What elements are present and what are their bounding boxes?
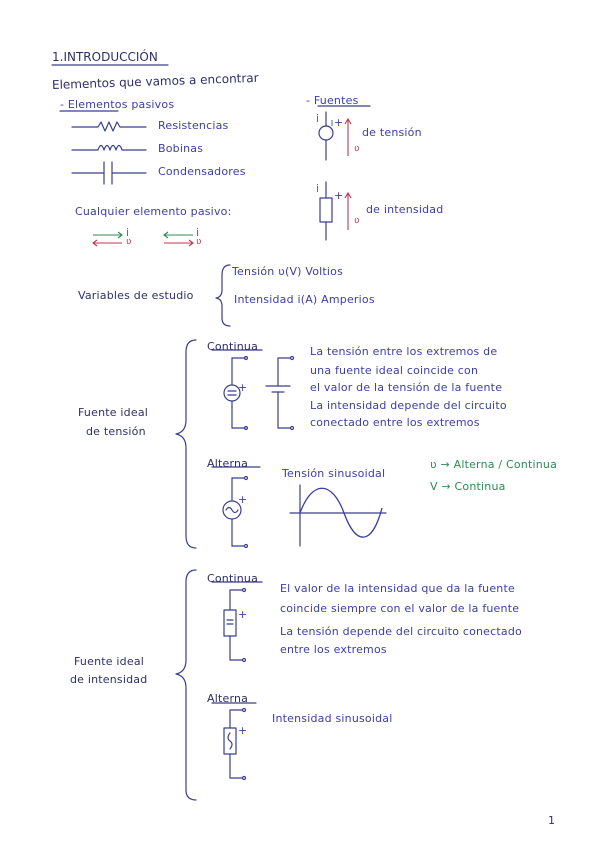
intensidad-continua-text-4: entre los extremos: [280, 643, 387, 656]
ac-current-source-icon: [212, 703, 256, 780]
tension-continua-plus: +: [238, 381, 248, 394]
pasivo-bobinas: Bobinas: [158, 142, 204, 155]
variables-intensidad: Intensidad i(A) Amperios: [234, 293, 375, 306]
fuente-tension-plus: +: [334, 116, 344, 129]
fuente-intensidad-i: i: [316, 182, 320, 195]
intensidad-label-2: de intensidad: [70, 673, 148, 686]
subtitle: Elementos que vamos a encontrar: [51, 70, 259, 92]
ac-voltage-source-icon: [212, 467, 260, 548]
arrow-u-label-1: ʋ: [126, 237, 132, 247]
intensidad-continua-text-3: La tensión depende del circuito conectado: [280, 625, 522, 638]
tension-label-2: de tensión: [86, 425, 146, 438]
resistor-icon: [72, 122, 146, 131]
fuentes-title: - Fuentes: [306, 94, 359, 107]
arrow-i-label-1: i: [126, 226, 130, 239]
variables-label: Variables de estudio: [78, 289, 194, 302]
fuente-tension-i: i: [316, 112, 320, 125]
intensidad-continua-text-2: coincide siempre con el valor de la fuente: [280, 602, 520, 615]
intensidad-brace: [176, 570, 196, 800]
pasivo-resistencias: Resistencias: [158, 119, 229, 132]
fuente-intensidad-u: ʋ: [354, 216, 360, 226]
pasivo-condensadores: Condensadores: [158, 165, 246, 178]
note-v: V → Continua: [430, 480, 506, 493]
intensidad-alterna-title: Alterna: [207, 692, 249, 705]
sine-graph: [290, 485, 386, 546]
page-number: 1: [548, 814, 556, 827]
tension-continua-text-4: La intensidad depende del circuito: [310, 399, 507, 412]
arrow-u-label-2: ʋ: [196, 237, 202, 247]
intensidad-continua-text-1: El valor de la intensidad que da la fuente: [280, 582, 515, 595]
tension-alterna-graph-label: Tensión sinusoidal: [282, 467, 386, 480]
tension-continua-text-2: una fuente ideal coincide con: [310, 364, 479, 377]
tension-continua-text-1: La tensión entre los extremos de: [310, 345, 498, 358]
intensidad-label-1: Fuente ideal: [74, 655, 145, 668]
tension-continua-text-5: conectado entre los extremos: [310, 416, 480, 429]
tension-continua-title: Continua: [207, 340, 259, 353]
passive-arrows-icon: [93, 232, 193, 246]
arrow-i-label-2: i: [196, 226, 200, 239]
pasivo-cualquier: Cualquier elemento pasivo:: [75, 205, 232, 218]
intensidad-continua-title: Continua: [207, 572, 259, 585]
variables-tension: Tensión ʋ(V) Voltios: [232, 265, 344, 278]
tension-alterna-plus: +: [238, 493, 248, 506]
dc-voltage-source-icon: [212, 350, 294, 430]
intensidad-continua-plus: +: [238, 608, 248, 621]
dc-current-source-icon: [212, 582, 262, 662]
inductor-icon: [72, 146, 146, 151]
fuente-intensidad-label: de intensidad: [366, 203, 444, 216]
tension-brace: [176, 340, 196, 548]
tension-label-1: Fuente ideal: [78, 406, 149, 419]
tension-alterna-title: Alterna: [207, 457, 249, 470]
heading: 1.INTRODUCCIÓN: [52, 50, 158, 64]
fuente-intensidad-plus: +: [334, 189, 344, 202]
intensidad-alterna-text: Intensidad sinusoidal: [272, 712, 393, 725]
fuente-tension-label: de tensión: [362, 126, 422, 139]
note-u: ʋ → Alterna / Continua: [430, 458, 558, 471]
variables-brace: [216, 265, 230, 326]
capacitor-icon: [72, 162, 146, 184]
fuente-tension-u: ʋ: [354, 144, 360, 154]
pasivos-title: - Elementos pasivos: [60, 98, 175, 111]
tension-continua-text-3: el valor de la tensión de la fuente: [310, 381, 503, 394]
intensidad-alterna-plus: +: [238, 724, 248, 737]
